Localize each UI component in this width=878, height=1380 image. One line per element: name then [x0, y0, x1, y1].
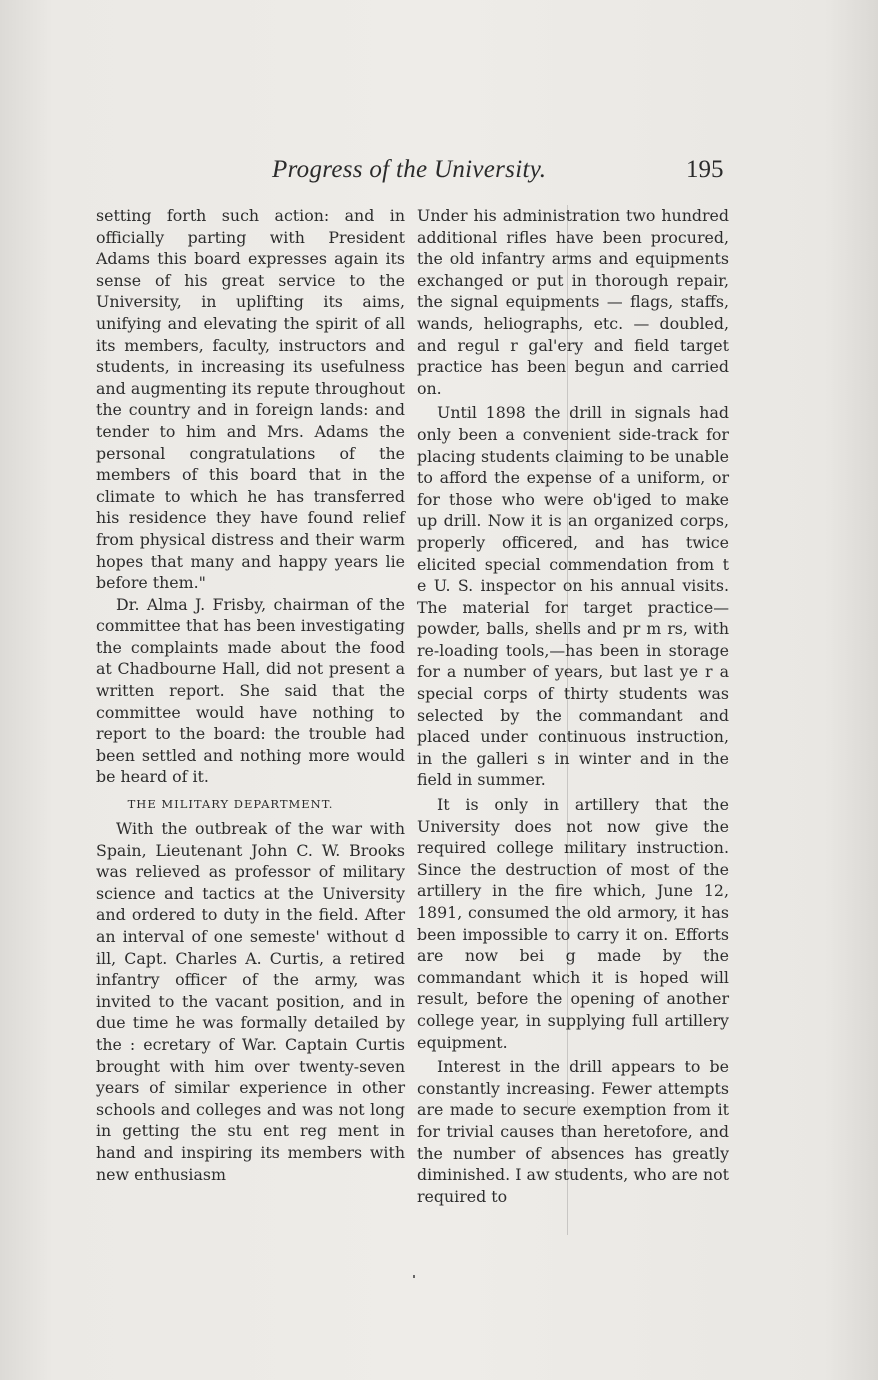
- paragraph-drill-interest: Interest in the drill appears to be constantly increasing. Fewer attempts are made to secure exemption from it for trivial causes than heretofore, and the number of absences has greatly diminished. I aw students, who are not required to: [417, 1057, 729, 1206]
- paragraph-administration: Under his administration two hundred additional rifles have been procured, the old infantry arms and equipments exchanged or put in thorough repair, the signal equipments — flags, staffs, wands, heliographs, etc. — doubled, and regul r gal'ery and field target practice has been begun and carried on.: [417, 206, 729, 398]
- paragraph-artillery: It is only in artillery that the University does not now give the required college military instruction. Since the destruction of most of the artillery in the fire which, June 12, 1891, consumed the old armory, it has been impossible to carry it on. Efforts are now bei g made by the commandant which it is hoped will result, before the opening of another college year, in supplying full artillery equipment.: [417, 795, 729, 1052]
- section-heading-military-department: THE MILITARY DEPARTMENT.: [127, 797, 334, 812]
- left-column: [96, 205, 405, 1185]
- right-column: [417, 205, 729, 1207]
- page-number: 195: [686, 156, 724, 183]
- running-title: Progress of the University.: [272, 156, 547, 183]
- paper-speck: [413, 1275, 415, 1278]
- paragraph-war-with-spain: With the outbreak of the war with Spain, Lieutenant John C. W. Brooks was relieved as professor of military science and tactics at the University and ordered to duty in the field. After an interval of one semeste' without d ill, Capt. Charles A. Curtis, a retired infantry officer of the army, was invited to the vacant position, and in due time he was formally detailed by the : ecretary of War. Captain Curtis brought with him over twenty-seven years of similar experience in other schools and colleges and was not long in getting the stu ent reg ment in hand and inspiring its members with new enthusiasm: [96, 819, 405, 1184]
- paragraph-signals-drill: Until 1898 the drill in signals had only been a convenient side-track for placing students claiming to be unable to afford the expense of a uniform, or for those who were ob'iged to make up drill. Now it is an organized corps, properly officered, and has twice elicited special commendation from t e U. S. inspector on his annual visits. The material for target practice—powder, balls, shells and pr m rs, with re-loading tools,—has been in storage for a number of years, but last ye r a special corps of thirty students was selected by the commandant and placed under continuous instruction, in the galleri s in winter and in the field in summer.: [417, 403, 729, 790]
- paragraph-resolution-continued: setting forth such action: and in officially parting with President Adams this board expresses again its sense of his great service to the University, in uplifting its aims, unifying and elevating the spirit of all its members, faculty, instructors and students, in increasing its usefulness and augmenting its repute throughout the country and in foreign lands: and tender to him and Mrs. Adams the personal congratulations of the members of this board that in the climate to which he has transferred his residence they have found relief from physical distress and their warm hopes that many and happy years lie before them.": [96, 206, 405, 593]
- paragraph-frisby-report: Dr. Alma J. Frisby, chairman of the committee that has been investigating the complaints made about the food at Chadbourne Hall, did not present a written report. She said that the committee would have nothing to report to the board: the trouble had been settled and nothing more would be heard of it.: [96, 594, 405, 787]
- page-header: [0, 156, 878, 192]
